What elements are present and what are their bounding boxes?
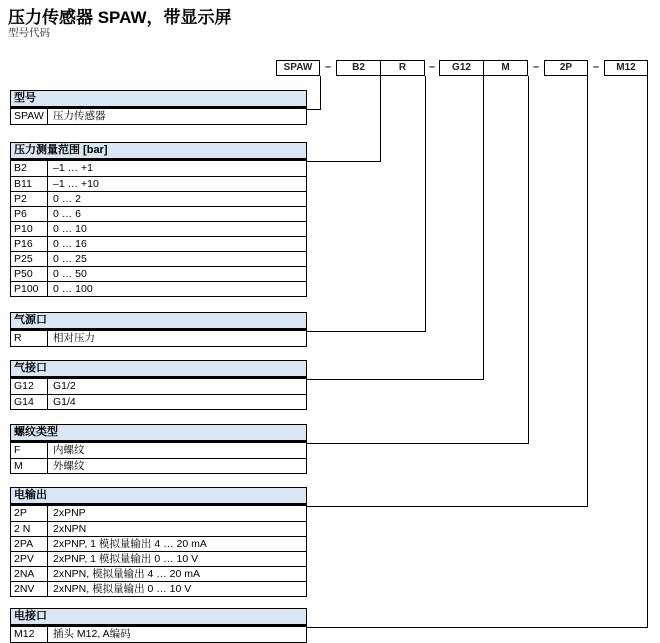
table-header: 气接口 <box>11 361 306 379</box>
table-pneumatic-connection <box>10 360 307 410</box>
desc-cell: 2xPNP, 1 模拟量输出 0 … 10 V <box>53 553 199 565</box>
code-cell: R <box>11 331 48 346</box>
table-row <box>11 536 306 551</box>
code-box-g12-m <box>439 60 528 76</box>
desc-cell: 内螺纹 <box>53 444 85 456</box>
code-cell: P25 <box>11 252 48 266</box>
table-header: 螺纹类型 <box>11 425 306 443</box>
code-box-2p <box>544 60 588 76</box>
table-header: 电输出 <box>11 488 306 506</box>
code-cell: P10 <box>11 222 48 236</box>
desc-cell: 外螺纹 <box>53 460 85 472</box>
table-row <box>11 581 306 596</box>
code-cell: 2PA <box>11 537 48 551</box>
table-header: 压力测量范围 [bar] <box>11 143 306 161</box>
table-electrical-connection <box>10 608 307 643</box>
table-row <box>11 266 306 281</box>
page-title: 压力传感器 SPAW，带显示屏 <box>8 8 232 27</box>
table-row <box>11 206 306 221</box>
table-row <box>11 551 306 566</box>
code-cell: 2NA <box>11 567 48 581</box>
code-cell: M <box>11 459 48 473</box>
code-value: M12 <box>616 62 636 73</box>
table-row <box>11 394 306 409</box>
code-cell: P16 <box>11 237 48 251</box>
desc-cell: 0 … 16 <box>53 238 87 250</box>
table-pneumatic-port <box>10 312 307 347</box>
desc-cell: G1/2 <box>53 380 76 392</box>
table-electrical-output <box>10 487 307 597</box>
code-box-spaw <box>276 60 320 76</box>
code-cell: P50 <box>11 267 48 281</box>
table-header: 型号 <box>11 91 306 109</box>
code-cell: G14 <box>11 395 48 409</box>
desc-cell: 0 … 25 <box>53 253 87 265</box>
code-separator: – <box>592 61 600 73</box>
code-cell: P100 <box>11 282 48 296</box>
desc-cell: 2xNPN, 模拟量输出 0 … 10 V <box>53 583 192 595</box>
desc-cell: 0 … 6 <box>53 208 82 220</box>
code-cell: B11 <box>11 177 48 191</box>
code-cell: 2 N <box>11 522 48 536</box>
desc-cell: 2xNPN, 模拟量输出 4 … 20 mA <box>53 568 201 580</box>
desc-cell: 2xNPN <box>53 523 87 535</box>
table-row <box>11 521 306 536</box>
table-row <box>11 161 306 176</box>
code-cell: 2PV <box>11 552 48 566</box>
table-row <box>11 221 306 236</box>
code-box-m12 <box>604 60 648 76</box>
desc-cell: –1 … +10 <box>53 178 99 190</box>
code-box-b2-r <box>336 60 425 76</box>
table-row <box>11 443 306 458</box>
code-cell: SPAW <box>11 109 48 124</box>
desc-cell: 插头 M12, A编码 <box>53 628 131 640</box>
table-row <box>11 251 306 266</box>
table-row <box>11 331 306 346</box>
code-cell: 2P <box>11 506 48 521</box>
table-model <box>10 90 307 125</box>
code-cell: B2 <box>11 161 48 176</box>
table-row <box>11 176 306 191</box>
table-row <box>11 566 306 581</box>
code-value: B2 <box>352 62 365 73</box>
code-cell: 2NV <box>11 582 48 596</box>
code-separator: – <box>324 61 332 73</box>
table-row <box>11 109 306 124</box>
code-value: 2P <box>559 62 573 73</box>
desc-cell: 0 … 2 <box>53 193 82 205</box>
table-header: 电接口 <box>11 609 306 627</box>
code-cell: P2 <box>11 192 48 206</box>
code-value: R <box>380 61 424 75</box>
desc-cell: 2xPNP, 1 模拟量输出 4 … 20 mA <box>53 538 207 550</box>
desc-cell: 相对压力 <box>53 332 95 344</box>
code-value: SPAW <box>283 62 313 73</box>
table-row <box>11 627 306 642</box>
page-subtitle: 型号代码 <box>8 27 50 39</box>
code-separator: – <box>532 61 540 73</box>
table-header: 气源口 <box>11 313 306 331</box>
code-value: M <box>483 61 527 75</box>
table-row <box>11 379 306 394</box>
table-thread-type <box>10 424 307 474</box>
table-pressure-measuring-range <box>10 142 307 297</box>
code-cell: G12 <box>11 379 48 394</box>
table-row <box>11 458 306 473</box>
desc-cell: 0 … 50 <box>53 268 87 280</box>
code-cell: M12 <box>11 627 48 642</box>
desc-cell: 0 … 100 <box>53 283 93 295</box>
table-row <box>11 236 306 251</box>
code-value: G12 <box>452 62 471 73</box>
connector-line-m12 <box>307 76 648 628</box>
desc-cell: 0 … 10 <box>53 223 87 235</box>
desc-cell: 2xPNP <box>53 507 86 519</box>
desc-cell: 压力传感器 <box>53 110 106 122</box>
table-row <box>11 191 306 206</box>
table-row <box>11 281 306 296</box>
code-separator: – <box>428 61 436 73</box>
desc-cell: G1/4 <box>53 396 76 408</box>
code-cell: P6 <box>11 207 48 221</box>
code-cell: F <box>11 443 48 458</box>
desc-cell: –1 … +1 <box>53 162 93 174</box>
table-row <box>11 506 306 521</box>
